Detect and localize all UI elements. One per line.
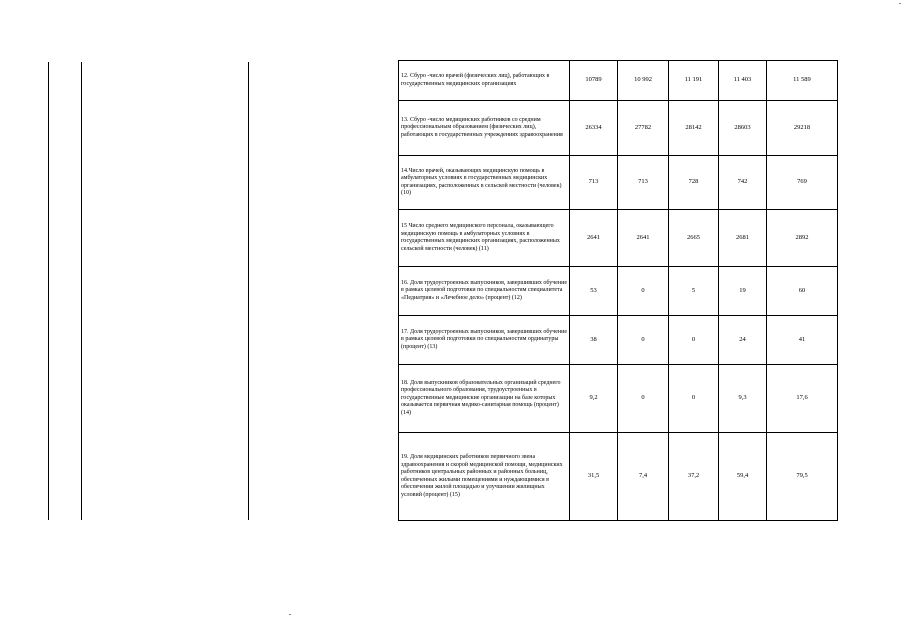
value-cell: 59,4 bbox=[719, 433, 767, 521]
value-cell: 2641 bbox=[618, 210, 669, 267]
value-cell: 7,4 bbox=[618, 433, 669, 521]
indicator-description: 17. Доля трудоустроенных выпускников, завершивших обучение в рамках целевой подготовки по специальностям ординатуры (процент) (13) bbox=[399, 316, 570, 365]
value-cell: 10 992 bbox=[618, 61, 669, 101]
value-cell: 742 bbox=[719, 156, 767, 210]
value-cell: 11 191 bbox=[669, 61, 719, 101]
value-cell: 5 bbox=[669, 267, 719, 316]
value-cell: 0 bbox=[669, 365, 719, 433]
value-cell: 17,6 bbox=[767, 365, 838, 433]
value-cell: 79,5 bbox=[767, 433, 838, 521]
value-cell: 0 bbox=[618, 267, 669, 316]
indicator-description: 16. Доля трудоустроенных выпускников, завершивших обучение в рамках целевой подготовки по специальностям специалитета «Педиатрия» и «Лечебное дело» (процент) (12) bbox=[399, 267, 570, 316]
table-row bbox=[399, 365, 838, 433]
value-cell: 713 bbox=[618, 156, 669, 210]
left-border-line-1 bbox=[48, 62, 49, 520]
value-cell: 728 bbox=[669, 156, 719, 210]
value-cell: 27782 bbox=[618, 101, 669, 156]
value-cell: 29218 bbox=[767, 101, 838, 156]
value-cell: 2641 bbox=[570, 210, 618, 267]
value-cell: 713 bbox=[570, 156, 618, 210]
value-cell: 26334 bbox=[570, 101, 618, 156]
table-row bbox=[399, 210, 838, 267]
table-row bbox=[399, 316, 838, 365]
scan-speck bbox=[289, 614, 291, 615]
scan-speck bbox=[899, 3, 901, 4]
value-cell: 31,5 bbox=[570, 433, 618, 521]
indicator-description: 18. Доля выпускников образовательных организаций среднего профессионального образования, трудоустроенных в государственные медицинские организации на базе которых оказывается первичная медико-санитарная помощь (процент) (14) bbox=[399, 365, 570, 433]
left-border-line-3 bbox=[248, 62, 249, 520]
value-cell: 28603 bbox=[719, 101, 767, 156]
value-cell: 37,2 bbox=[669, 433, 719, 521]
table-row bbox=[399, 267, 838, 316]
value-cell: 11 589 bbox=[767, 61, 838, 101]
value-cell: 28142 bbox=[669, 101, 719, 156]
value-cell: 53 bbox=[570, 267, 618, 316]
value-cell: 38 bbox=[570, 316, 618, 365]
indicator-description: 12. Сбуро -число врачей (физических лиц), работающих в государственных медицинских организациях bbox=[399, 61, 570, 101]
indicator-description: 13. Сбуро -число медицинских работников со средним профессиональным образованием (физических лиц), работающих в государственных учреждениях здравоохранения bbox=[399, 101, 570, 156]
value-cell: 769 bbox=[767, 156, 838, 210]
value-cell: 11 403 bbox=[719, 61, 767, 101]
value-cell: 9,3 bbox=[719, 365, 767, 433]
table-row bbox=[399, 101, 838, 156]
value-cell: 9,2 bbox=[570, 365, 618, 433]
value-cell: 10789 bbox=[570, 61, 618, 101]
value-cell: 0 bbox=[618, 316, 669, 365]
value-cell: 2892 bbox=[767, 210, 838, 267]
value-cell: 60 bbox=[767, 267, 838, 316]
table-row bbox=[399, 156, 838, 210]
indicators-table bbox=[398, 60, 838, 521]
value-cell: 24 bbox=[719, 316, 767, 365]
value-cell: 0 bbox=[618, 365, 669, 433]
value-cell: 0 bbox=[669, 316, 719, 365]
value-cell: 41 bbox=[767, 316, 838, 365]
indicator-description: 14.Число врачей, оказывающих медицинскую помощь в амбулаторных условиях в государственных медицинских организациях, расположенных в сельской местности (человек)(10) bbox=[399, 156, 570, 210]
left-border-line-2 bbox=[81, 62, 82, 520]
value-cell: 2681 bbox=[719, 210, 767, 267]
value-cell: 2665 bbox=[669, 210, 719, 267]
table-row bbox=[399, 61, 838, 101]
indicator-description: 15 Число среднего медицинского персонала, оказывающего медицинскую помощь в амбулаторных условиях в государственных медицинских организациях, расположенных сельской местности (человек) (11) bbox=[399, 210, 570, 267]
indicator-description: 19. Доля медицинских работников первичного звена здравоохранения и скорой медицинской помощи, медицинских работников центральных районных и районных больниц, обеспеченных жилыми помещениями и нуждающимися в обеспечении жилой площадью и улучшении жилищных условий (процент) (15) bbox=[399, 433, 570, 521]
table-row bbox=[399, 433, 838, 521]
value-cell: 19 bbox=[719, 267, 767, 316]
